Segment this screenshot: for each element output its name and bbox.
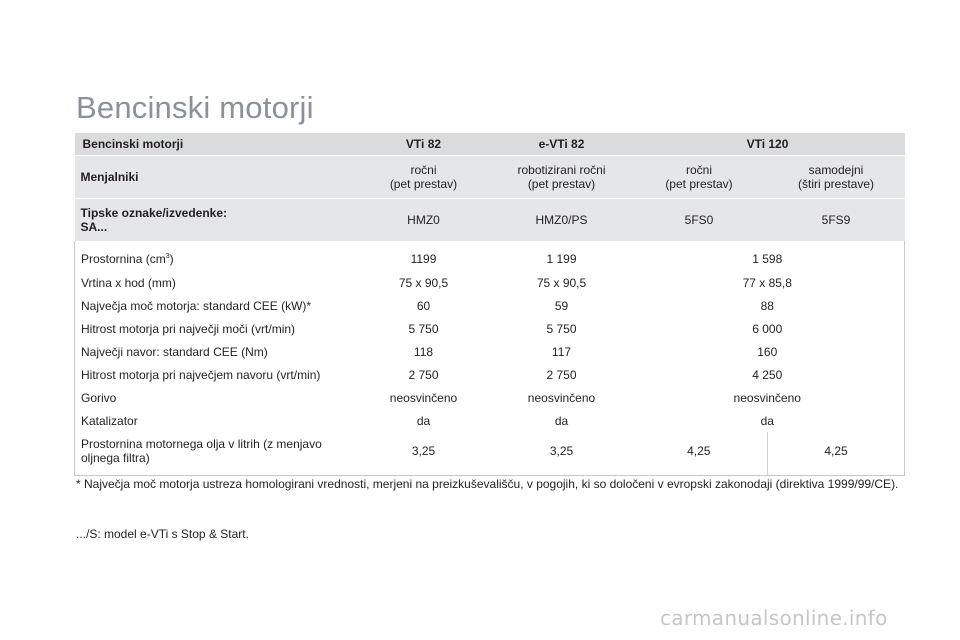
row-value-vti82: 2 750 (408, 367, 439, 382)
row-label: Hitrost motorja pri največji moči (vrt/min) (81, 321, 296, 336)
row-label: Največji navor: standard CEE (Nm) (81, 344, 268, 359)
table-row (75, 409, 905, 432)
table-row (75, 241, 905, 271)
table-row (75, 340, 905, 363)
row-value-vti120: 88 (760, 298, 774, 313)
oil-capacity-label: Prostornina motornega olja v litrih (z menjavo oljnega filtra) (75, 432, 355, 476)
stop-start-note: .../S: model e-VTi s Stop & Start. (76, 527, 249, 541)
type-codes-label: Tipske oznake/izvedenke: SA... (75, 199, 355, 242)
page-title: Bencinski motorji (76, 90, 314, 125)
row-value-vti120: 1 598 (752, 252, 783, 266)
type-code-evti82: HMZ0/PS (493, 199, 631, 242)
row-value-evti82: 75 x 90,5 (536, 275, 587, 290)
row-label: Prostornina $(cm^3)$ (81, 252, 174, 266)
row-value-evti82: 59 (554, 298, 569, 313)
engine-spec-table (74, 133, 905, 476)
oil-vti120-auto: 4,25 (768, 432, 905, 476)
type-code-vti120-auto: 5FS9 (768, 199, 905, 242)
row-value-evti82: 117 (551, 344, 572, 359)
row-value-vti120: 160 (757, 344, 778, 359)
row-value-vti120: neosvinčeno (733, 390, 801, 405)
table-header-row (75, 133, 905, 156)
row-value-vti82: 60 (416, 298, 431, 313)
row-value-evti82: neosvinčeno (527, 390, 596, 405)
oil-capacity-row (75, 432, 905, 476)
table-row (75, 317, 905, 340)
gearbox-evti82: robotizirani ročni (pet prestav) (493, 156, 631, 199)
row-value-vti120: 6 000 (752, 321, 783, 336)
row-value-evti82: 5 750 (546, 321, 577, 336)
row-value-vti82: 5 750 (408, 321, 439, 336)
row-label: Katalizator (81, 413, 138, 428)
type-code-vti82: HMZ0 (355, 199, 493, 242)
oil-vti120-manual: 4,25 (631, 432, 768, 476)
gearbox-label: Menjalniki (75, 156, 355, 199)
table-row (75, 363, 905, 386)
gearbox-vti120-auto: samodejni (štiri prestave) (768, 156, 905, 199)
row-value-evti82: 1 199 (546, 252, 577, 266)
row-label: Hitrost motorja pri največjem navoru (vrt/min) (81, 367, 321, 382)
row-value-vti82: da (416, 413, 431, 428)
gearbox-vti120-manual: ročni (pet prestav) (631, 156, 768, 199)
table-row (75, 294, 905, 317)
row-value-evti82: 2 750 (546, 367, 577, 382)
row-value-evti82: da (554, 413, 569, 428)
gearbox-row (75, 156, 905, 199)
header-vti82: VTi 82 (355, 133, 493, 156)
row-value-vti120: da (760, 413, 774, 428)
row-value-vti120: 4 250 (752, 367, 783, 382)
header-evti82: e-VTi 82 (493, 133, 631, 156)
type-codes-row (75, 199, 905, 242)
header-vti120: VTi 120 (631, 133, 905, 156)
watermark-logo: carmanualsonline.info (660, 606, 888, 630)
row-value-vti82: 75 x 90,5 (398, 275, 449, 290)
row-label: Vrtina x hod (mm) (81, 275, 176, 290)
oil-vti82: 3,25 (355, 432, 493, 476)
row-value-vti82: 118 (413, 344, 434, 359)
row-value-vti120: 77 x 85,8 (742, 275, 792, 290)
gearbox-vti82: ročni (pet prestav) (355, 156, 493, 199)
type-code-vti120-manual: 5FS0 (631, 199, 768, 242)
power-footnote: * Največja moč motorja ustreza homologirani vrednosti, merjeni na preizkuševališču, v pogojih, ki so določeni v evropski zakonodaji (direktiva 1999/99/CE). (76, 477, 899, 491)
table-row (75, 271, 905, 294)
header-label: Bencinski motorji (75, 133, 355, 156)
row-label: Največja moč motorja: standard CEE (kW)* (81, 298, 312, 313)
oil-evti82: 3,25 (493, 432, 631, 476)
row-value-vti82: neosvinčeno (389, 390, 458, 405)
row-value-vti82: 1199 (410, 252, 437, 266)
row-label: Gorivo (81, 390, 117, 405)
table-row (75, 386, 905, 409)
